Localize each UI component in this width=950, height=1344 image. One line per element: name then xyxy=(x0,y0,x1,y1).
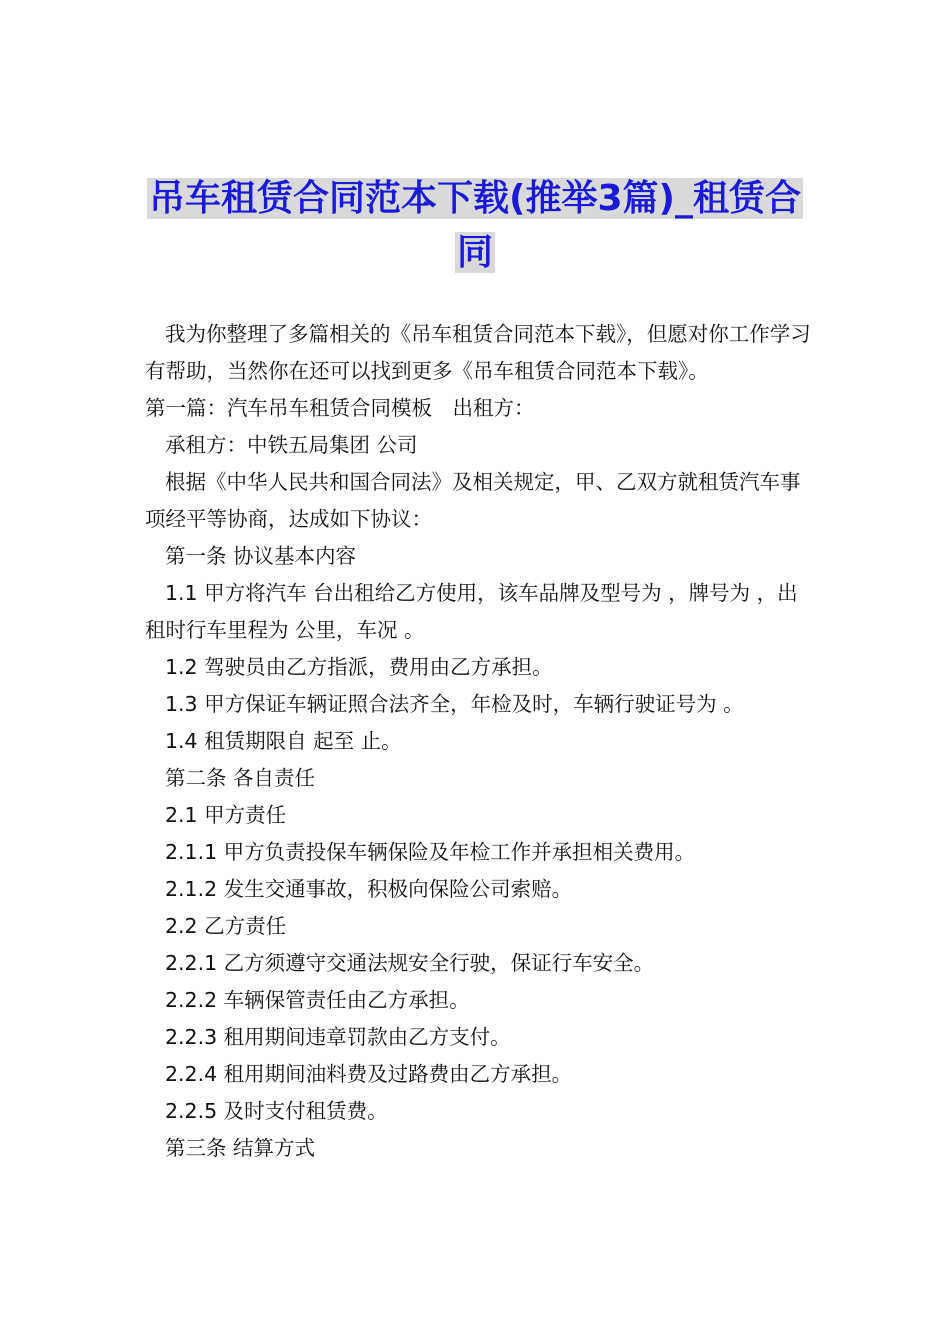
clause-2-1-2: 2.1.2 发生交通事故，积极向保险公司索赔。 xyxy=(165,877,573,901)
clause-2-2-4: 2.2.4 租用期间油料费及过路费由乙方承担。 xyxy=(165,1062,573,1086)
clause-2-2-2: 2.2.2 车辆保管责任由乙方承担。 xyxy=(165,988,470,1012)
document-title-text: 吊车租赁合同范本下载(推举3篇)_租赁合同 xyxy=(149,178,801,273)
clause-2-2-1: 2.2.1 乙方须遵守交通法规安全行驶，保证行车安全。 xyxy=(165,951,655,975)
article-heading-1: 第一条 协议基本内容 xyxy=(165,544,357,568)
clause-2-1: 2.1 甲方责任 xyxy=(165,803,287,827)
clause-2-2-3: 2.2.3 租用期间违章罚款由乙方支付。 xyxy=(165,1025,511,1049)
document-body xyxy=(145,316,815,1167)
section-heading-first: 第一篇：汽车吊车租赁合同模板 出租方： xyxy=(145,396,535,420)
article-heading-3: 第三条 结算方式 xyxy=(165,1136,316,1160)
basis-paragraph: 根据《中华人民共和国合同法》及相关规定，甲、乙双方就租赁汽车事项经平等协商，达成如下协议： xyxy=(145,470,801,531)
intro-paragraph: 我为你整理了多篇相关的《吊车租赁合同范本下载》，但愿对你工作学习有帮助，当然你在还可以找到更多《吊车租赁合同范本下载》。 xyxy=(145,322,811,383)
clause-1-4: 1.4 租赁期限自 起至 止。 xyxy=(165,729,402,753)
clause-1-2: 1.2 驾驶员由乙方指派，费用由乙方承担。 xyxy=(165,655,553,679)
article-heading-2: 第二条 各自责任 xyxy=(165,766,316,790)
lessee-line: 承租方：中铁五局集团 公司 xyxy=(165,433,418,457)
clause-2-2: 2.2 乙方责任 xyxy=(165,914,287,938)
document-title xyxy=(140,172,810,280)
clause-1-3: 1.3 甲方保证车辆证照合法齐全，年检及时，车辆行驶证号为 。 xyxy=(165,692,744,716)
clause-1-1: 1.1 甲方将汽车 台出租给乙方使用，该车品牌及型号为 ，牌号为 ，出租时行车里程为 公里，车况 。 xyxy=(145,581,798,642)
clause-2-2-5: 2.2.5 及时支付租赁费。 xyxy=(165,1099,388,1123)
clause-2-1-1: 2.1.1 甲方负责投保车辆保险及年检工作并承担相关费用。 xyxy=(165,840,696,864)
